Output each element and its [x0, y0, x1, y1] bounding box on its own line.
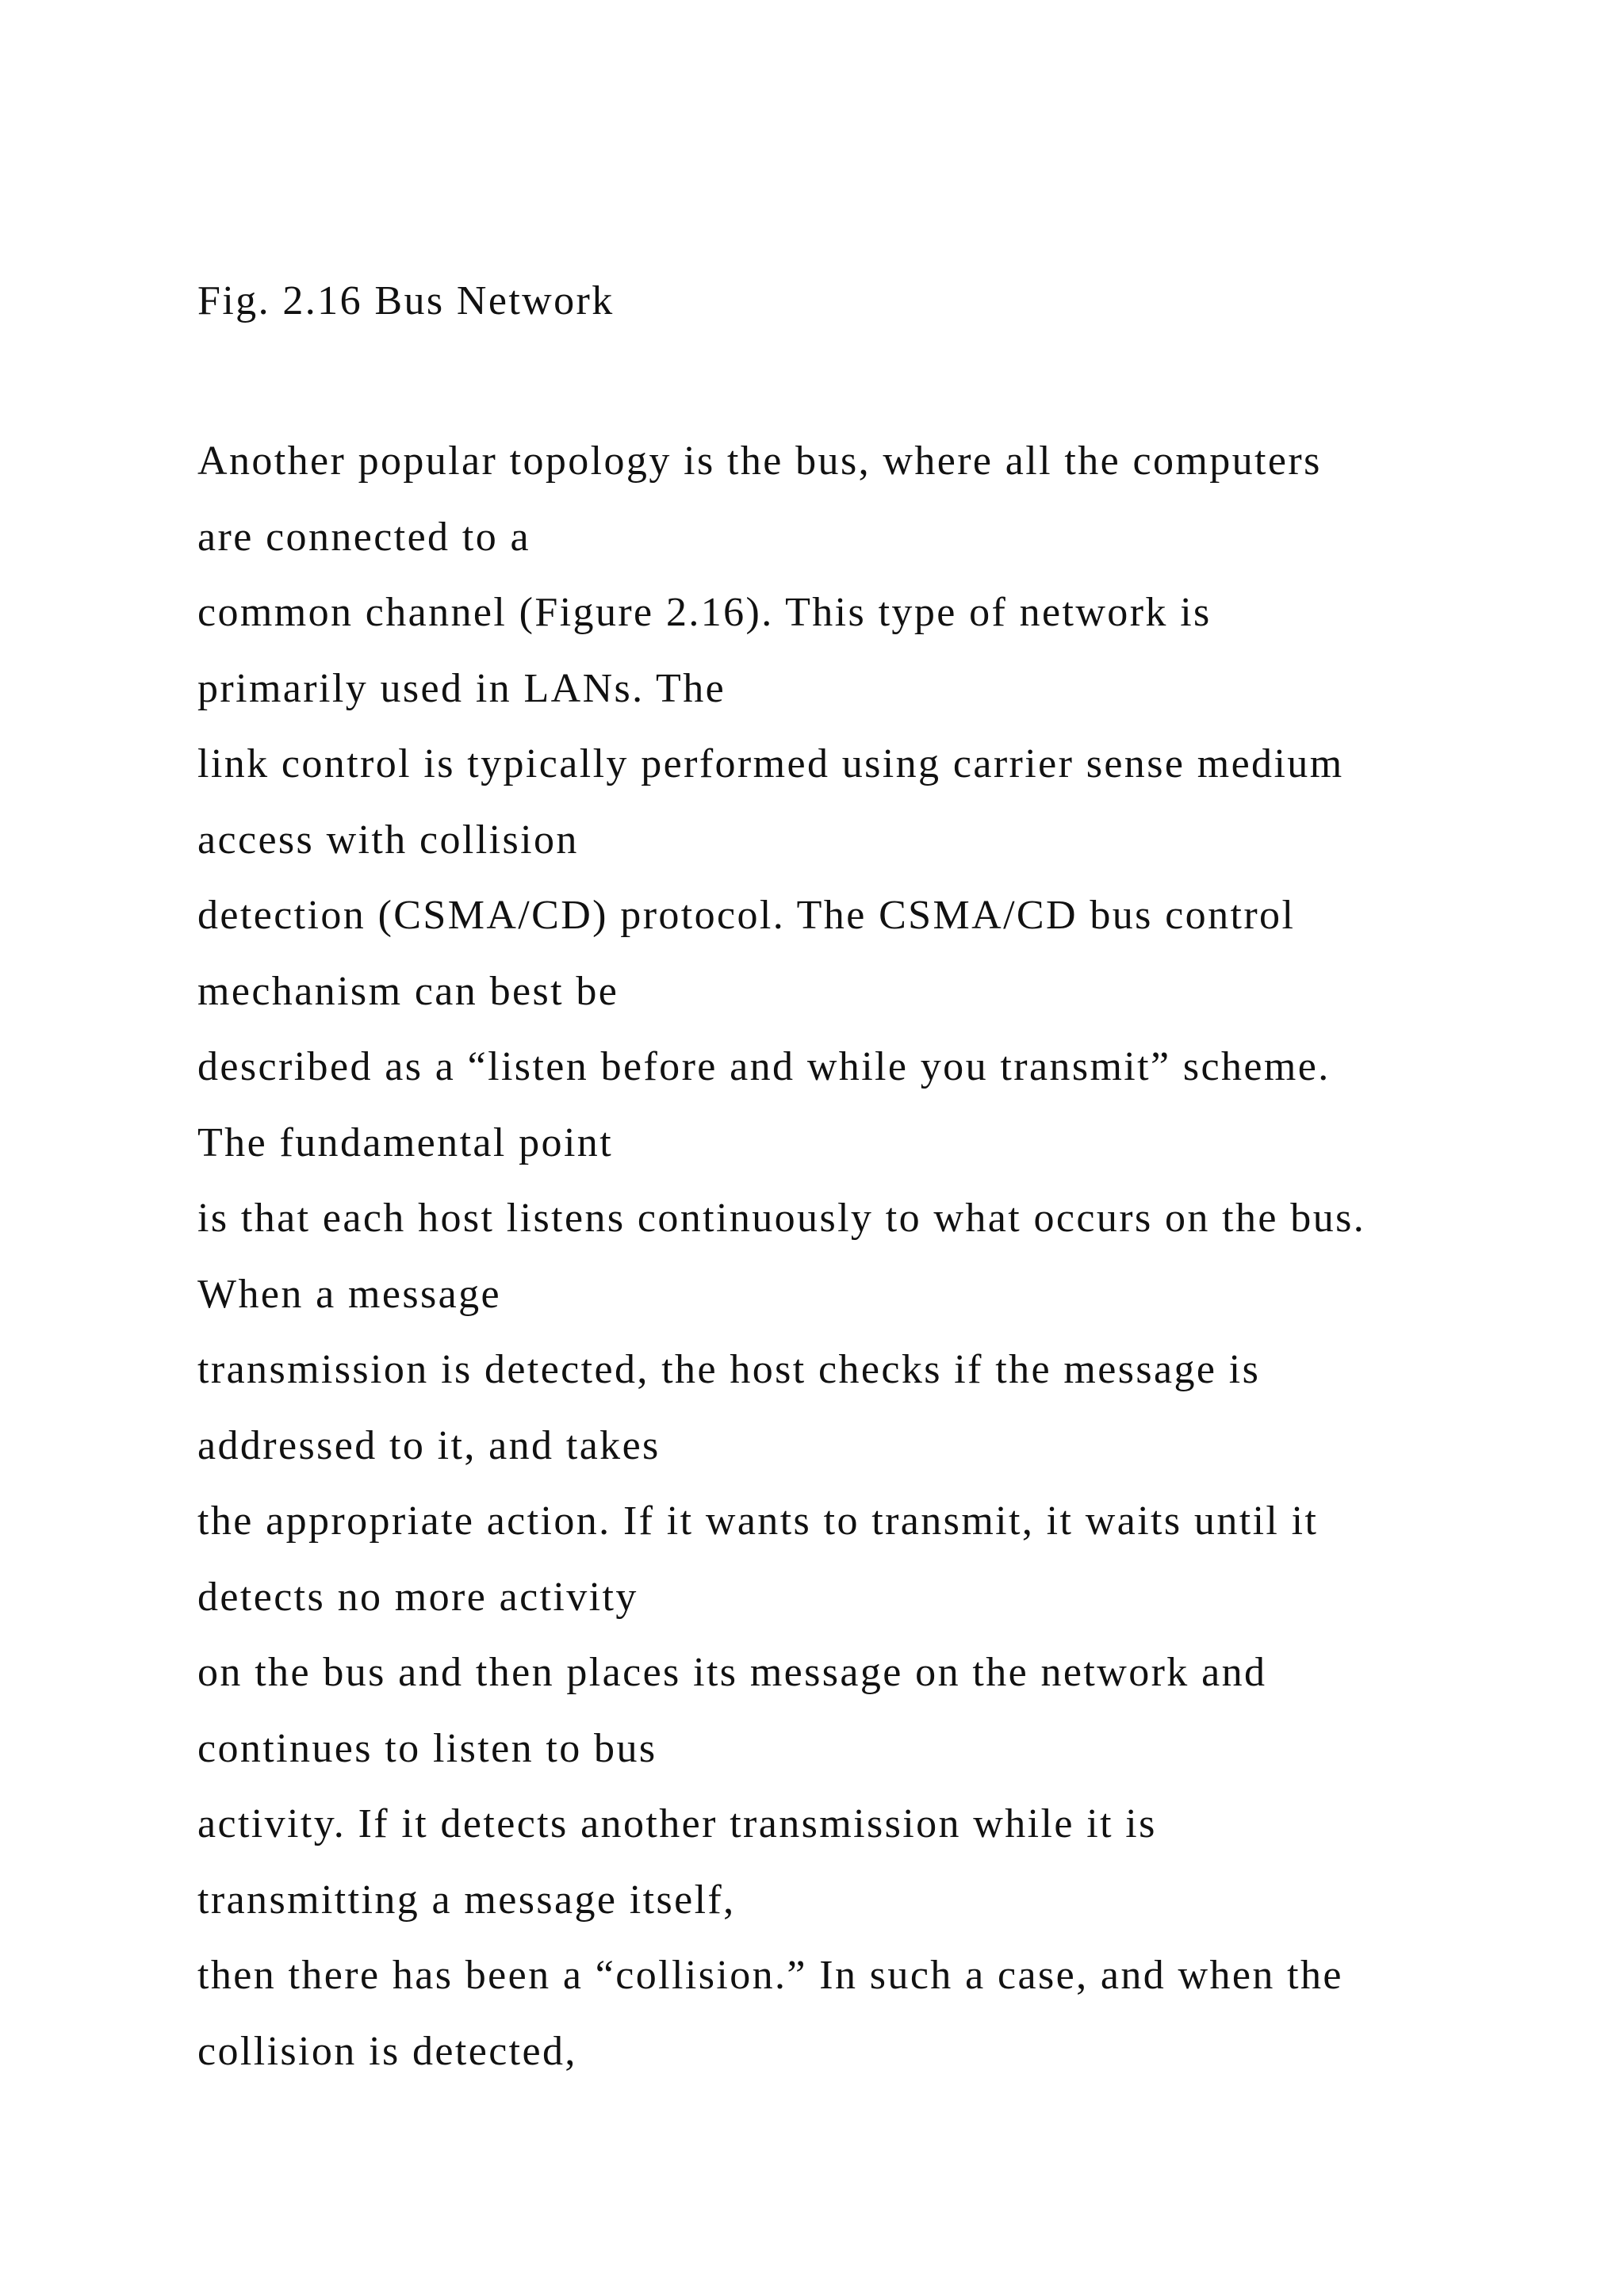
text-line: detects no more activity [197, 1574, 638, 1620]
text-line: is that each host listens continuously to what occurs on the bus. [197, 1196, 1366, 1241]
text-line: mechanism can best be [197, 968, 619, 1014]
body-text [197, 423, 1593, 2089]
text-line: activity. If it detects another transmission while it is [197, 1801, 1157, 1846]
text-line: transmission is detected, the host checks if the message is [197, 1347, 1261, 1392]
text-line: transmitting a message itself, [197, 1877, 736, 1923]
text-line: the appropriate action. If it wants to transmit, it waits until it [197, 1498, 1319, 1544]
text-line: are connected to a [197, 514, 530, 560]
text-line: link control is typically performed using carrier sense medium [197, 741, 1344, 786]
text-line: addressed to it, and takes [197, 1422, 661, 1468]
text-line: detection (CSMA/CD) protocol. The CSMA/CD bus control [197, 893, 1296, 938]
text-line: then there has been a “collision.” In such a case, and when the [197, 1953, 1343, 1998]
text-line: access with collision [197, 817, 579, 863]
text-line: continues to listen to bus [197, 1725, 657, 1771]
figure-caption: Fig. 2.16 Bus Network [197, 278, 615, 323]
text-line: on the bus and then places its message on the network and [197, 1650, 1267, 1695]
text-line: The fundamental point [197, 1119, 614, 1165]
text-line: collision is detected, [197, 2028, 577, 2074]
text-line: described as a “listen before and while you transmit” scheme. [197, 1044, 1331, 1089]
text-line: common channel (Figure 2.16). This type of network is [197, 590, 1212, 635]
text-line: When a message [197, 1271, 502, 1317]
text-line: primarily used in LANs. The [197, 665, 726, 711]
text-line: Another popular topology is the bus, where all the computers [197, 438, 1322, 484]
